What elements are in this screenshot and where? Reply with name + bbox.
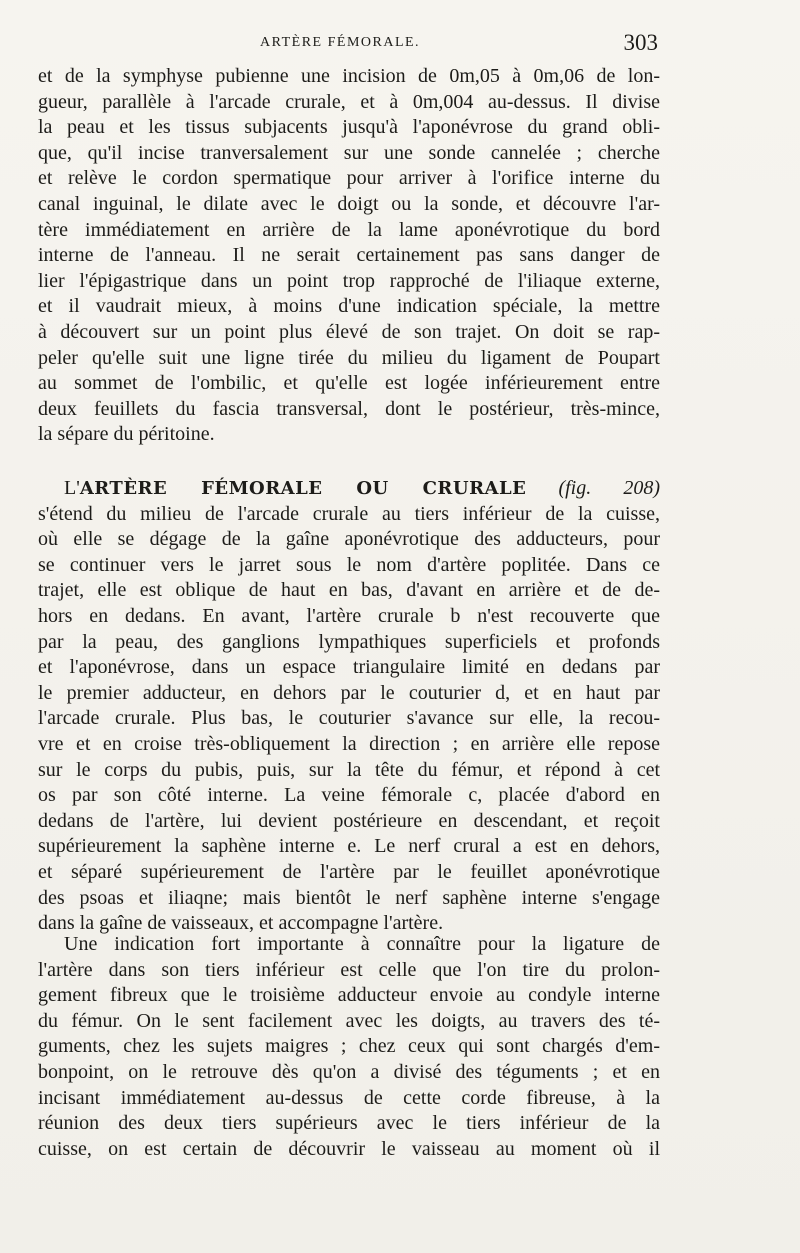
text-line: l'artère dans son tiers inférieur est celle que l'on tire du prolon-: [38, 958, 660, 981]
text-line: sur le corps du pubis, puis, sur la tête du fémur, et répond à cet: [38, 758, 660, 781]
heading-prefix: L': [64, 477, 80, 499]
text-line: guments, chez les sujets maigres ; chez ceux qui sont chargés d'em-: [38, 1035, 660, 1058]
text-line: où elle se dégage de la gaîne aponévrotique des adducteurs, pour: [38, 528, 660, 551]
paragraph-continuation: [38, 64, 660, 448]
text-line: au sommet de l'ombilic, et qu'elle est logée inférieurement entre: [38, 372, 660, 395]
text-line: et l'aponévrose, dans un espace triangulaire limité en dedans par: [38, 656, 660, 679]
text-line: interne de l'anneau. Il ne serait certainement pas sans danger de: [38, 244, 660, 267]
text-line: le premier adducteur, en dehors par le couturier d, et en haut par: [38, 681, 660, 704]
text-line: dans la gaîne de vaisseaux, et accompagne l'artère.: [38, 912, 444, 935]
text-line: réunion des deux tiers supérieurs avec le tiers inférieur de la: [38, 1112, 660, 1135]
text-line: et séparé supérieurement de l'artère par le feuillet aponévrotique: [38, 860, 660, 883]
text-line: vre et en croise très-obliquement la direction ; en arrière elle repose: [38, 732, 660, 755]
text-line: que, qu'il incise tranversalement sur une sonde cannelée ; cherche: [38, 141, 660, 164]
text-line: se continuer vers le jarret sous le nom d'artère poplitée. Dans ce: [38, 553, 660, 576]
section-heading-line: [38, 476, 660, 502]
page-number: 303: [623, 30, 658, 55]
text-line: et il vaudrait mieux, à moins d'une indication spéciale, la mettre: [38, 295, 660, 318]
text-line: et relève le cordon spermatique pour arriver à l'orifice interne du: [38, 167, 660, 190]
text-line: gueur, parallèle à l'arcade crurale, et à 0m,004 au-dessus. Il divise: [38, 90, 660, 113]
text-line: des psoas et iliaqne; mais bientôt le nerf saphène interne s'engage: [38, 886, 660, 909]
text-line: cuisse, on est certain de découvrir le vaisseau au moment où il: [38, 1137, 660, 1160]
text-line: gement fibreux que le troisième adducteur envoie au condyle interne: [38, 984, 660, 1007]
running-head: ARTÈRE FÉMORALE.: [260, 35, 421, 50]
section-femoral-artery: [38, 476, 660, 937]
text-line: deux feuillets du fascia transversal, dont le postérieur, très-mince,: [38, 397, 660, 420]
text-line: incisant immédiatement au-dessus de cette corde fibreuse, à la: [38, 1086, 660, 1109]
text-line: s'étend du milieu de l'arcade crurale au tiers inférieur de la cuisse,: [38, 502, 660, 525]
text-line: supérieurement la saphène interne e. Le nerf crural a est en dehors,: [38, 835, 660, 858]
page-header: [38, 30, 658, 60]
section-heading: ARTÈRE FÉMORALE OU CRURALE: [79, 478, 527, 499]
text-line: la sépare du péritoine.: [38, 423, 215, 446]
text-line: du fémur. On le sent facilement avec les doigts, au travers des té-: [38, 1009, 660, 1032]
text-line: l'arcade crurale. Plus bas, le couturier s'avance sur elle, la recou-: [38, 707, 660, 730]
text-line: dedans de l'artère, lui devient postérieure en descendant, et reçoit: [38, 809, 660, 832]
text-line: bonpoint, on le retrouve dès qu'on a divisé des téguments ; et en: [38, 1060, 660, 1083]
text-line: lier l'épigastrique dans un point trop rapproché de l'iliaque externe,: [38, 269, 660, 292]
text-line: à découvert sur un point plus élevé de son trajet. On doit se rap-: [38, 320, 660, 343]
text-line: tère immédiatement en arrière de la lame aponévrotique du bord: [38, 218, 660, 241]
text-line: la peau et les tissus subjacents jusqu'à l'aponévrose du grand obli-: [38, 116, 660, 139]
text-line: canal inguinal, le dilate avec le doigt ou la sonde, et découvre l'ar-: [38, 192, 660, 215]
text-line: et de la symphyse pubienne une incision de 0m,05 à 0m,06 de lon-: [38, 65, 660, 87]
text-line: par la peau, des ganglions lympathiques superficiels et profonds: [38, 630, 660, 653]
text-line: peler qu'elle suit une ligne tirée du milieu du ligament de Poupart: [38, 346, 660, 369]
text-line: Une indication fort importante à connaître pour la ligature de: [64, 933, 660, 955]
text-line: os par son côté interne. La veine fémorale c, placée d'abord en: [38, 784, 660, 807]
figure-reference: (fig. 208): [558, 477, 660, 499]
paragraph-ligature: [38, 932, 660, 1162]
text-line: hors en dedans. En avant, l'artère crurale b n'est recouverte que: [38, 604, 660, 627]
text-line: trajet, elle est oblique de haut en bas, d'avant en arrière et de de-: [38, 579, 660, 602]
